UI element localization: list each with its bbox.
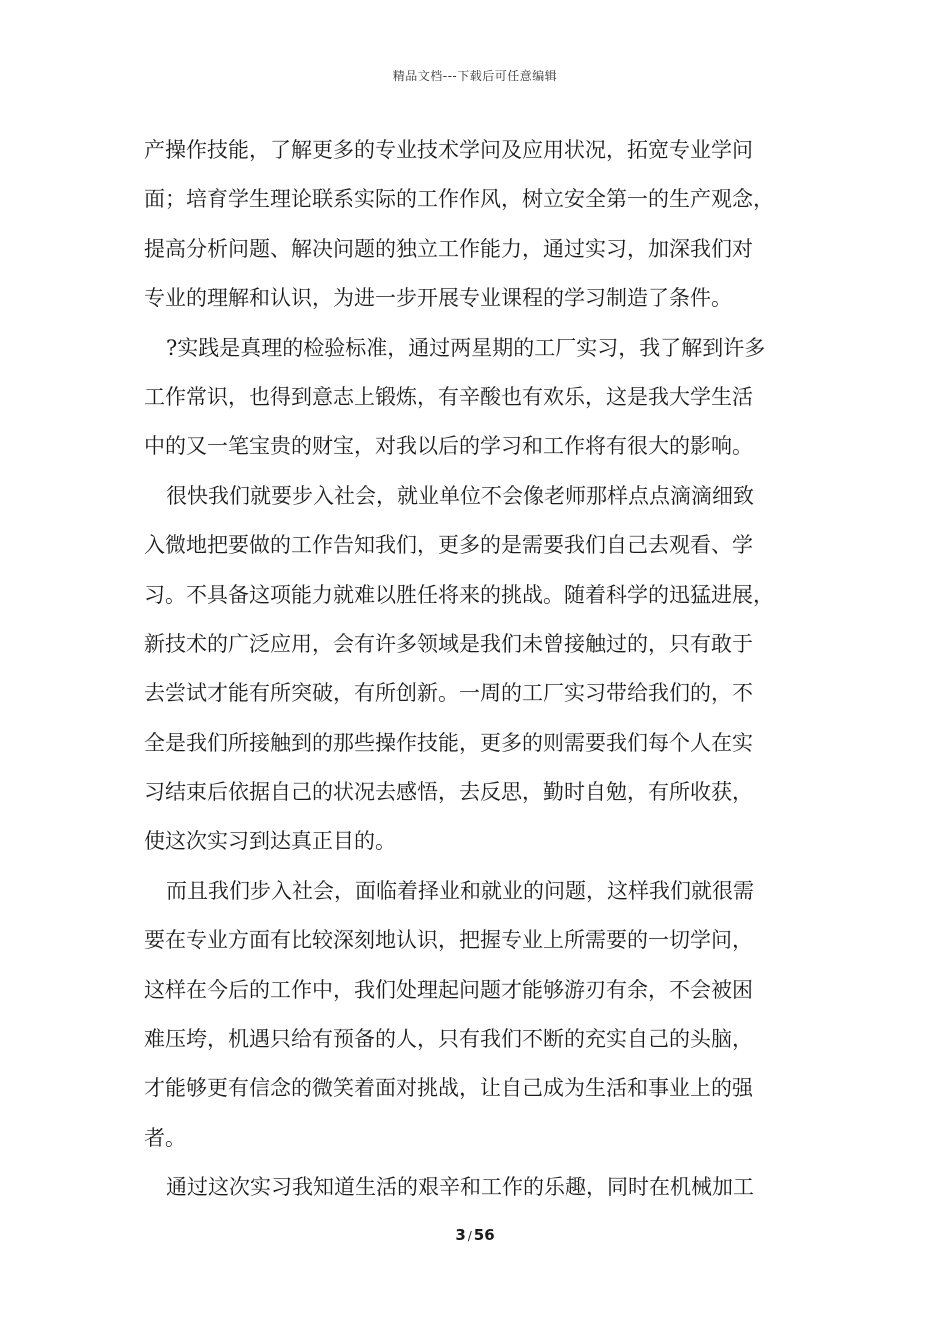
page-header: 精品文档---下载后可任意编辑 <box>392 69 558 83</box>
text-line: 提高分析问题、解决问题的独立工作能力，通过实习，加深我们对 <box>144 236 753 261</box>
text-line: 这样在今后的工作中，我们处理起问题才能够游刃有余，不会被困 <box>144 977 753 1002</box>
page-total: 56 <box>473 1226 495 1244</box>
page-current: 3 <box>455 1226 466 1244</box>
text-line: 入微地把要做的工作告知我们，更多的是需要我们自己去观看、学 <box>144 533 753 558</box>
text-line: 习。不具备这项能力就难以胜任将来的挑战。随着科学的迅猛进展， <box>144 582 774 607</box>
text-line: 产操作技能，了解更多的专业技术学问及应用状况，拓宽专业学问 <box>144 138 753 162</box>
text-line: 全是我们所接触到的那些操作技能，更多的则需要我们每个人在实 <box>144 730 753 755</box>
document-body <box>144 126 820 1213</box>
text-line: 要在专业方面有比较深刻地认识，把握专业上所需要的一切学问， <box>144 928 753 953</box>
text-line: 者。 <box>144 1125 186 1150</box>
text-line: 面；培育学生理论联系实际的工作作风，树立安全第一的生产观念， <box>144 187 774 212</box>
text-line: 习结束后依据自己的状况去感悟，去反思，勤时自勉，有所收获， <box>144 780 753 805</box>
text-line: 使这次实习到达真正目的。 <box>144 829 396 854</box>
paragraph-start-line: 很快我们就要步入社会，就业单位不会像老师那样点点滴滴细致 <box>166 483 754 508</box>
paragraph-start-line: ?实践是真理的检验标准，通过两星期的工厂实习，我了解到许多 <box>166 335 766 360</box>
paragraph-start-line: 而且我们步入社会，面临着择业和就业的问题，这样我们就很需 <box>166 878 754 903</box>
text-line: 难压垮，机遇只给有预备的人，只有我们不断的充实自己的头脑， <box>144 1027 753 1052</box>
text-line: 专业的理解和认识，为进一步开展专业课程的学习制造了条件。 <box>144 286 732 311</box>
text-line: 中的又一笔宝贵的财宝，对我以后的学习和工作将有很大的影响。 <box>144 434 753 459</box>
text-line: 新技术的广泛应用，会有许多领域是我们未曾接触过的，只有敢于 <box>144 631 753 656</box>
text-line: 工作常识，也得到意志上锻炼，有辛酸也有欢乐，这是我大学生活 <box>144 384 753 409</box>
text-line: 才能够更有信念的微笑着面对挑战，让自己成为生活和事业上的强 <box>144 1076 753 1101</box>
page-separator: / <box>467 1229 472 1243</box>
text-line: 去尝试才能有所突破，有所创新。一周的工厂实习带给我们的，不 <box>144 681 753 706</box>
page-number <box>0 1226 950 1244</box>
paragraph-start-line: 通过这次实习我知道生活的艰辛和工作的乐趣，同时在机械加工 <box>166 1175 754 1200</box>
